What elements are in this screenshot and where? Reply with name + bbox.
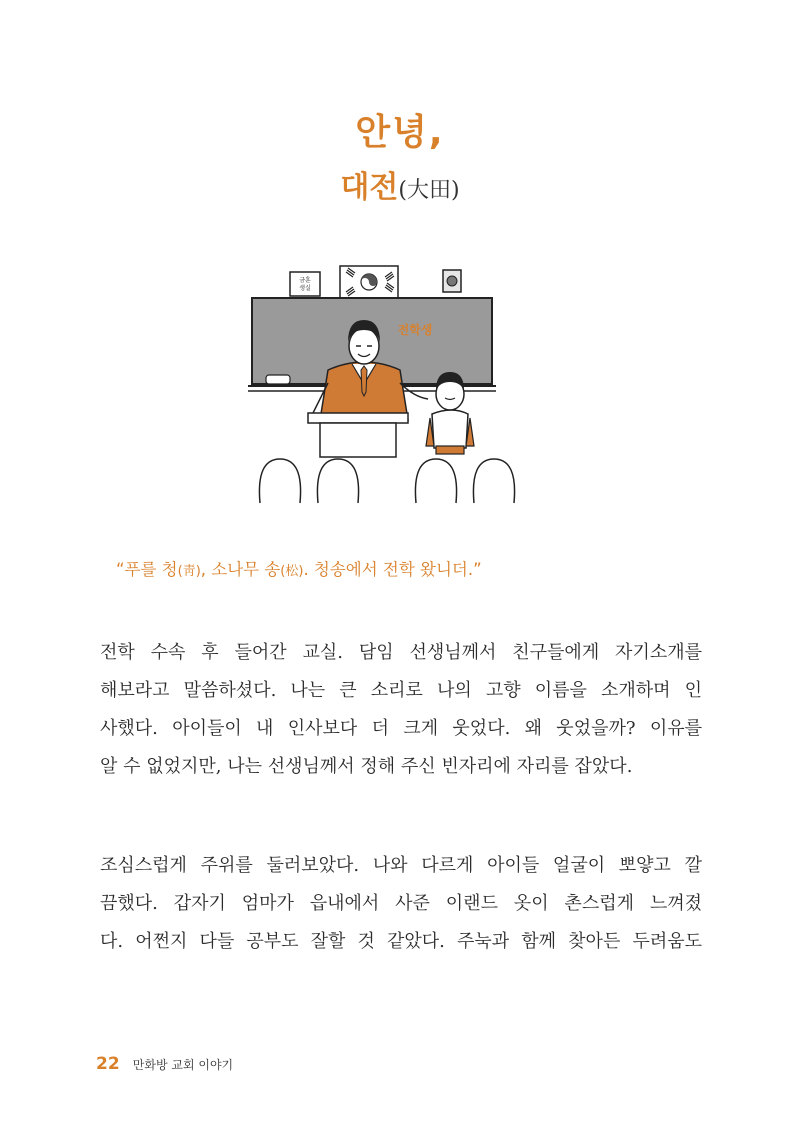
paragraph-line: 조심스럽게 주위를 둘러보았다. 나와 다르게 아이들 얼굴이 뽀얗고 깔 — [100, 855, 702, 876]
paragraph-line: 전학 수속 후 들어간 교실. 담임 선생님께서 친구들에게 자기소개를 — [100, 642, 702, 663]
paragraph-line: 끔했다. 갑자기 엄마가 읍내에서 사준 이랜드 옷이 촌스럽게 느껴졌 — [100, 893, 702, 914]
page-number: 22 — [96, 1054, 120, 1074]
quote-part-3: . 청송에서 전학 왔니더.” — [303, 560, 482, 579]
wall-sign-text-2: 생실 — [299, 285, 311, 292]
chapter-title-line1: 안녕, — [355, 112, 445, 153]
korean-flag-icon — [340, 266, 398, 298]
paragraph-1 — [100, 634, 702, 786]
classmates-heads — [259, 459, 514, 503]
speaker-icon — [443, 270, 461, 292]
paragraph-line: 해보라고 말씀하셨다. 나는 큰 소리로 나의 고향 이름을 소개하며 인 — [100, 680, 702, 701]
wall-sign-text-1: 금훈 — [299, 277, 311, 284]
quote-part-2: , 소나무 송 — [200, 560, 281, 579]
chapter-title-main: 대전 — [340, 170, 399, 205]
book-title: 만화방 교회 이야기 — [132, 1058, 234, 1072]
quote-hanja-2: (松) — [280, 564, 304, 579]
paragraph-line: 사했다. 아이들이 내 인사보다 더 크게 웃었다. 왜 웃었을까? 이유를 — [100, 718, 702, 739]
quote-hanja-1: (靑) — [177, 564, 201, 579]
classroom-illustration — [240, 258, 530, 508]
paragraph-line: 알 수 없었지만, 나는 선생님께서 정해 주신 빈자리에 자리를 잡았다. — [100, 756, 633, 777]
paragraph-line: 다. 어쩐지 다들 공부도 잘할 것 같았다. 주눅과 함께 찾아든 두려움도 — [100, 931, 702, 952]
wall-sign — [290, 272, 320, 296]
quote-line — [116, 556, 736, 580]
eraser — [266, 375, 290, 384]
paragraph-2 — [100, 847, 702, 961]
board-text: 전학생 — [397, 323, 433, 337]
page-footer — [96, 1054, 233, 1074]
chapter-title-line2 — [0, 162, 800, 206]
quote-part-1: “푸를 청 — [116, 560, 178, 579]
chapter-title-hanja: (大田) — [398, 178, 460, 203]
podium — [308, 413, 408, 457]
